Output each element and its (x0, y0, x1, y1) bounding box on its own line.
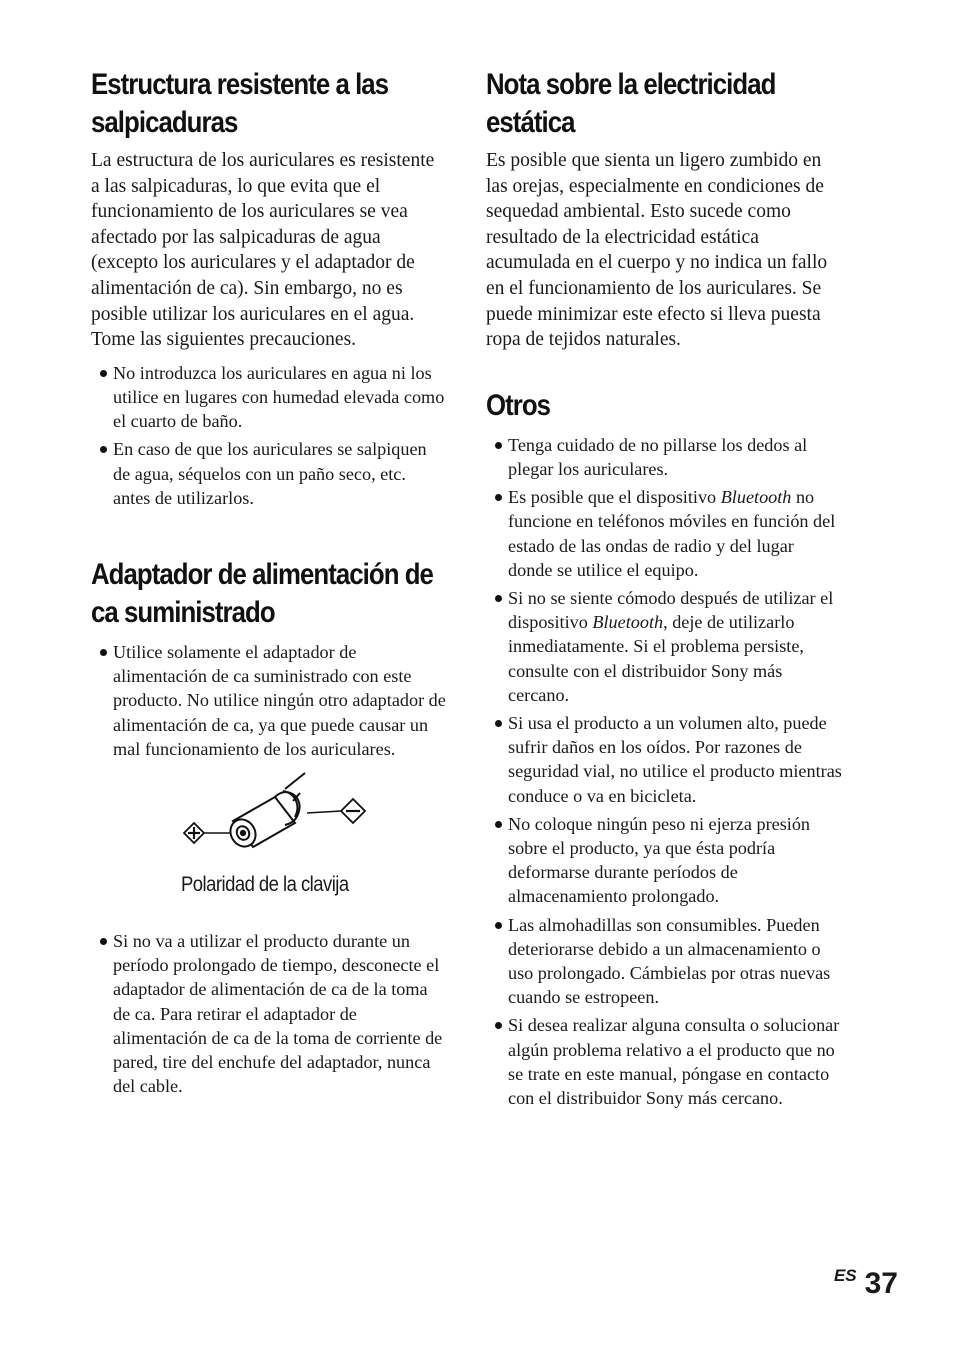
plug-polarity-icon (175, 771, 375, 871)
list-item: Si no va a utilizar el producto durante un período prolongado de tiempo, desconecte el adaptador de alimentación de ca de la toma de ca. Para retirar el adaptador de alimentación de ca de la toma de corriente de pared, tire del enchufe del adaptador, nunca del cable. (91, 929, 447, 1098)
adapter-list-before (91, 640, 447, 761)
others-list (486, 433, 842, 1110)
list-item: En caso de que los auriculares se salpiquen de agua, séquelos con un paño seco, etc. antes de utilizarlos. (91, 437, 447, 510)
figure-caption: Polaridad de la clavija (181, 872, 349, 896)
splash-body-text: La estructura de los auriculares es resistente a las salpicaduras, lo que evita que el funcionamiento de los auriculares se vea afectado por las salpicaduras de agua (excepto los auriculares y el adaptador de alimentación de ca). Sin embargo, no es posible utilizar los auriculares en el agua. Tome las siguientes precauciones. (91, 150, 435, 351)
right-column (486, 66, 842, 1114)
heading-splash-resistance: Estructura resistente a las salpicaduras (91, 68, 389, 139)
list-item: No introduzca los auriculares en agua ni los utilice en lugares con humedad elevada como el cuarto de baño. (91, 361, 447, 434)
list-item: Es posible que el dispositivo Bluetooth no funcione en teléfonos móviles en función del estado de las ondas de radio y del lugar donde se utilice el equipo. (486, 485, 842, 582)
plug-polarity-figure (91, 771, 447, 921)
heading-static-electricity: Nota sobre la electricidad estática (486, 68, 776, 139)
list-item: Si desea realizar alguna consulta o solucionar algún problema relativo a el producto que no se trate en este manual, póngase en contacto con el distribuidor Sony más cercano. (486, 1013, 842, 1110)
splash-precautions-list (91, 361, 447, 510)
left-column (91, 66, 447, 1102)
list-item: No coloque ningún peso ni ejerza presión sobre el producto, ya que ésta podría deformarse durante períodos de almacenamiento prolongado. (486, 812, 842, 909)
list-item: Tenga cuidado de no pillarse los dedos al plegar los auriculares. (486, 433, 842, 481)
page-number: 37 (864, 1267, 898, 1300)
heading-ac-adapter: Adaptador de alimentación de ca suministrado (91, 557, 433, 629)
language-code: ES (833, 1266, 857, 1285)
heading-others: Otros (486, 388, 551, 422)
list-item: Las almohadillas son consumibles. Pueden deteriorarse debido a un almacenamiento o uso prolongado. Cámbielas por otras nuevas cuando se estropeen. (486, 913, 842, 1010)
list-item: Si usa el producto a un volumen alto, puede sufrir daños en los oídos. Por razones de seguridad vial, no utilice el producto mientras conduce o va en bicicleta. (486, 711, 842, 808)
adapter-list-after (91, 929, 447, 1098)
static-body-text: Es posible que sienta un ligero zumbido en las orejas, especialmente en condiciones de sequedad ambiental. Esto sucede como resultado de la electricidad estática acumulada en el cuerpo y no indica un fallo en el funcionamiento de los auriculares. Se puede minimizar este efecto si lleva puesta ropa de tejidos naturales. (486, 150, 828, 351)
list-item: Si no se siente cómodo después de utilizar el dispositivo Bluetooth, deje de utilizarlo inmediatamente. Si el problema persiste, consulte con el distribuidor Sony más cercano. (486, 586, 842, 707)
list-item: Utilice solamente el adaptador de alimentación de ca suministrado con este producto. No utilice ningún otro adaptador de alimentación de ca, ya que puede causar un mal funcionamiento de los auriculares. (91, 640, 447, 761)
page-footer (834, 1266, 898, 1301)
